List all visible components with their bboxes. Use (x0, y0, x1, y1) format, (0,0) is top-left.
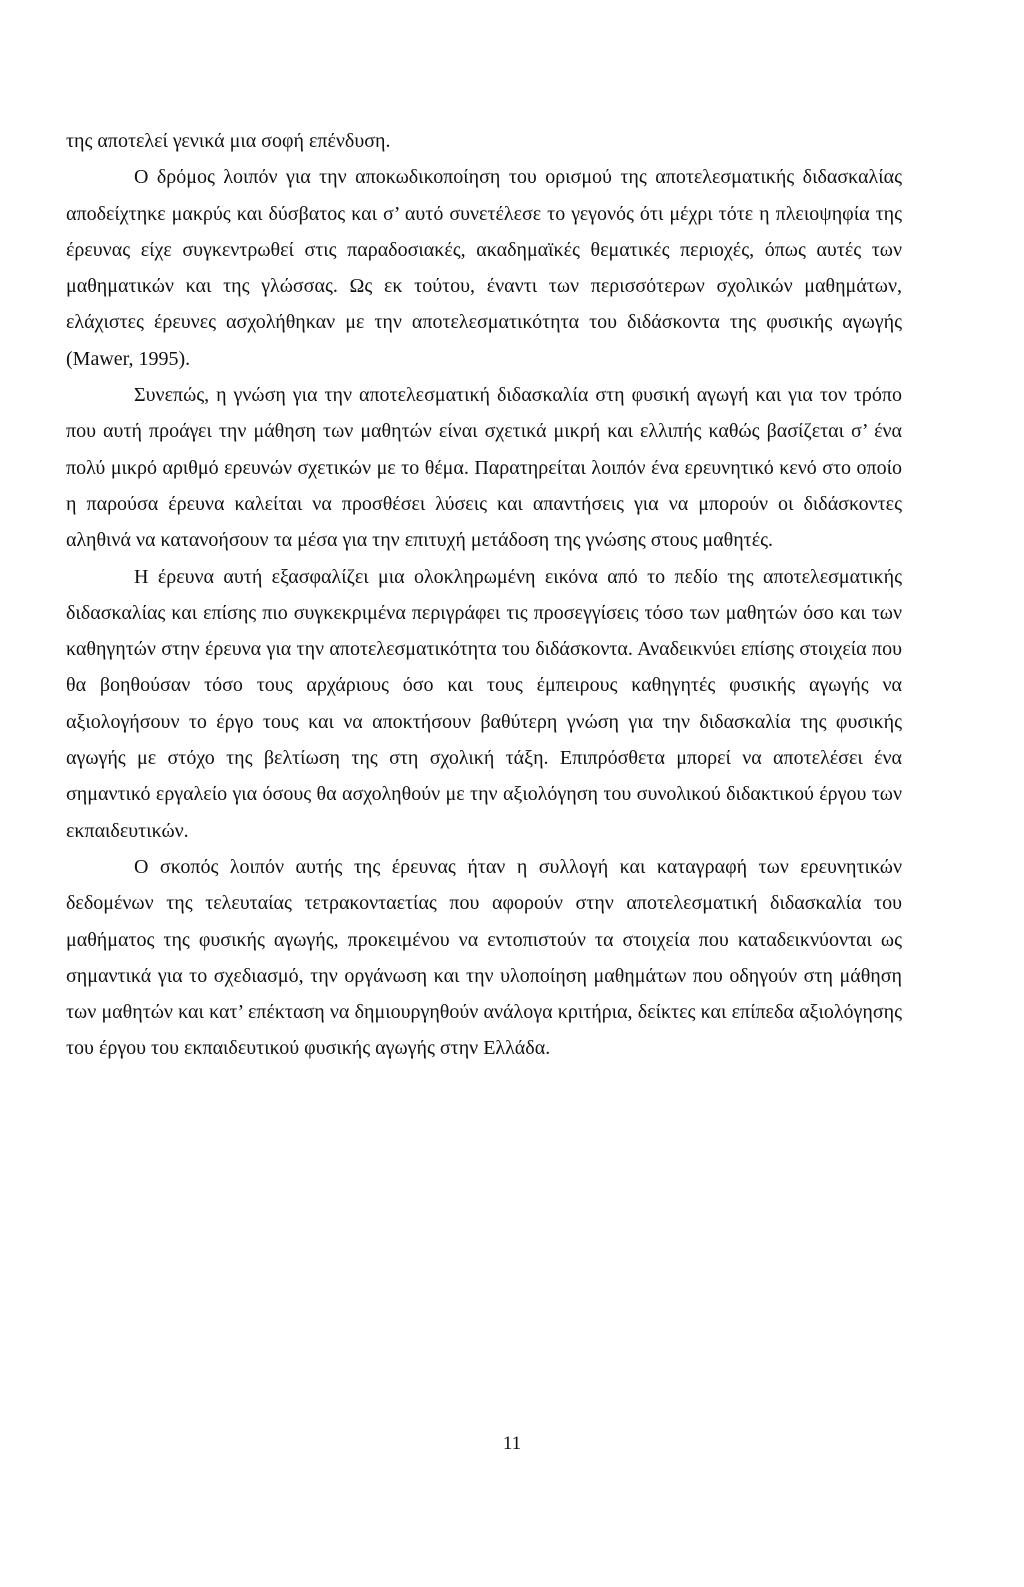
paragraph-research-purpose: Ο σκοπός λοιπόν αυτής της έρευνας ήταν η συλλογή και καταγραφή των ερευνητικών δεδομένων της τελευταίας τετρακονταετίας που αφορούν στην αποτελεσματική διδασκαλία του μαθήματος της φυσικής αγωγής, προκειμένου να εντοπιστούν τα στοιχεία που καταδεικνύονται ως σημαντικά για το σχεδιασμό, την οργάνωση και την υλοποίηση μαθημάτων που οδηγούν στη μάθηση των μαθητών και κατ’ επέκταση να δημιουργηθούν ανάλογα κριτήρια, δείκτες και επίπεδα αξιολόγησης του έργου του εκπαιδευτικού φυσικής αγωγής στην Ελλάδα. (66, 855, 902, 1060)
paragraph-knowledge-gap: Συνεπώς, η γνώση για την αποτελεσματική διδασκαλία στη φυσική αγωγή και για τον τρόπο που αυτή προάγει την μάθηση των μαθητών είναι σχετικά μικρή και ελλιπής καθώς βασίζεται σ’ ένα πολύ μικρό αριθμό ερευνών σχετικών με το θέμα. Παρατηρείται λοιπόν ένα ερευνητικό κενό στο οποίο η παρούσα έρευνα καλείται να προσθέσει λύσεις και απαντήσεις για να μπορούν οι διδάσκοντες αληθινά να κατανοήσουν τα μέσα για την επιτυχή μετάδοση της γνώσης στους μαθητές. (66, 384, 902, 552)
paragraph-continuation: της αποτελεί γενικά μια σοφή επένδυση. (66, 130, 391, 152)
paragraph-path-to-effective-teaching: Ο δρόμος λοιπόν για την αποκωδικοποίηση του ορισμού της αποτελεσματικής διδασκαλίας αποδείχτηκε μακρύς και δύσβατος και σ’ αυτό συνετέλεσε το γεγονός ότι μέχρι τότε η πλειοψηφία της έρευνας είχε συγκεντρωθεί στις παραδοσιακές, ακαδημαϊκές θεματικές περιοχές, όπως αυτές των μαθηματικών και της γλώσσας. Ως εκ τούτου, έναντι των περισσότερων σχολικών μαθημάτων, ελάχιστες έρευνες ασχολήθηκαν με την αποτελεσματικότητα του διδάσκοντα της φυσικής αγωγής (Mawer, 1995). (66, 166, 902, 370)
page-number: 11 (502, 1433, 522, 1454)
paragraph-research-contribution: Η έρευνα αυτή εξασφαλίζει μια ολοκληρωμένη εικόνα από το πεδίο της αποτελεσματικής διδασκαλίας και επίσης πιο συγκεκριμένα περιγράφει τις προσεγγίσεις τόσο των μαθητών όσο και των καθηγητών στην έρευνα για την αποτελεσματικότητα του διδάσκοντα. Αναδεικνύει επίσης στοιχεία που θα βοηθούσαν τόσο τους αρχάριους όσο και τους έμπειρους καθηγητές φυσικής αγωγής να αξιολογήσουν το έργο τους και να αποκτήσουν βαθύτερη γνώση για την διδασκαλία της φυσικής αγωγής με στόχο της βελτίωση της στη σχολική τάξη. Επιπρόσθετα μπορεί να αποτελέσει ένα σημαντικό εργαλείο για όσους θα ασχοληθούν με την αξιολόγηση του συνολικού διδακτικού έργου των εκπαιδευτικών. (66, 565, 902, 842)
body-text (66, 123, 902, 1067)
